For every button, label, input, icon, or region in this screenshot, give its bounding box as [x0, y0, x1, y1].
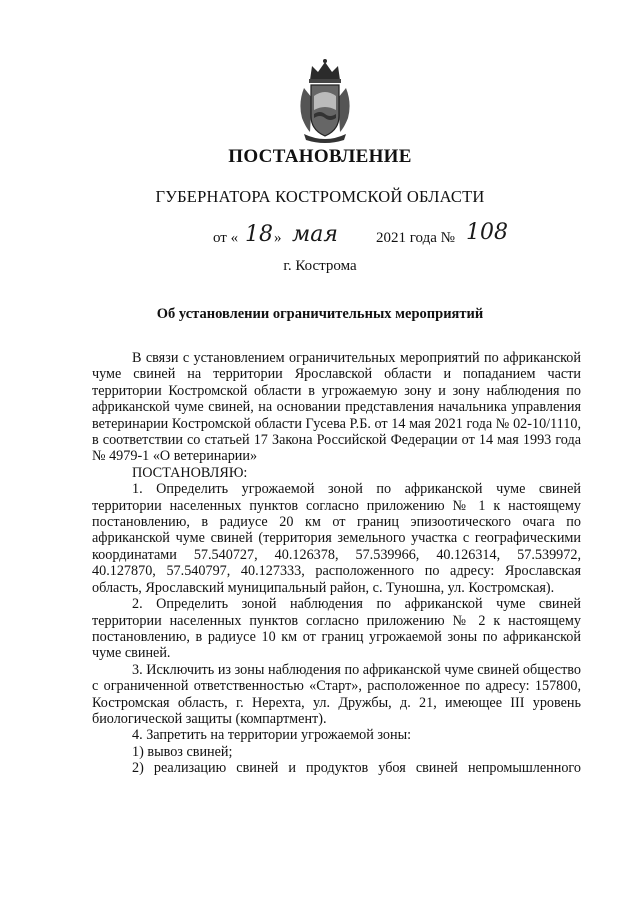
coat-of-arms-emblem-icon	[296, 58, 354, 144]
handwritten-doc-number: 108	[466, 220, 508, 245]
document-heading: Об установлении ограничительных мероприятий	[156, 306, 484, 322]
handwritten-month: мая	[292, 222, 338, 247]
issuer-subtitle: ГУБЕРНАТОРА КОСТРОМСКОЙ ОБЛАСТИ	[155, 187, 485, 206]
date-year: 2021 года №	[376, 230, 455, 246]
preamble-paragraph: В связи с установлением ограничительных мероприятий по африканской чуме свиней на территории Ярославской области и попаданием части территории Костромской области в угрожаемую зону и зону наблюдения по африканской чуме свиней, на основании представления начальника управления ветеринарии Костромской области Гусева Р.Б. от 14 мая 2021 года № 02-10/1110, в соответствии со статьей 17 Закона Российской Федерации от 14 мая 1993 года № 4979-1 «О ветеринарии»	[92, 350, 581, 465]
clause-4-item-2: 2) реализацию свиней и продуктов убоя свиней непромышленного	[132, 760, 581, 777]
date-mid: »	[274, 230, 282, 246]
date-line	[0, 220, 640, 254]
clause-3: 3. Исключить из зоны наблюдения по африканской чуме свиней общество с ограниченной ответственностью «Старт», расположенное по адресу: 157800, Костромская область, г. Нерехта, ул. Дружбы, д. 21, имеющее III уровень биологической защиты (компартмент).	[92, 661, 581, 727]
document-body	[92, 350, 581, 777]
city-line: г. Кострома	[283, 258, 357, 274]
clause-4: 4. Запретить на территории угрожаемой зоны:	[132, 727, 412, 744]
clause-4-item-1: 1) вывоз свиней;	[132, 743, 233, 760]
date-prefix: от «	[213, 230, 239, 246]
decree-word: ПОСТАНОВЛЯЮ:	[132, 464, 248, 481]
handwritten-day: 18	[245, 222, 273, 247]
clause-2: 2. Определить зоной наблюдения по африканской чуме свиней территории населенных пунктов согласно приложению № 2 к настоящему постановлению, в радиусе 10 км от границ угрожаемой зоны по африканской чуме свиней.	[92, 596, 581, 662]
clause-1: 1. Определить угрожаемой зоной по африканской чуме свиней территории населенных пунктов согласно приложению № 1 к настоящему постановлению, в радиусе 20 км от границ эпизоотического очага по африканской чуме свиней (территория земельного участка с географическими координатами 57.540727, 40.126378, 57.539966, 40.126314, 57.539972, 40.127870, 57.540797, 40.127333, расположенного по адресу: Ярославская область, Ярославский муниципальный район, с. Туношна, ул. Костромская).	[92, 481, 581, 596]
document-type-title: ПОСТАНОВЛЕНИЕ	[228, 146, 412, 167]
